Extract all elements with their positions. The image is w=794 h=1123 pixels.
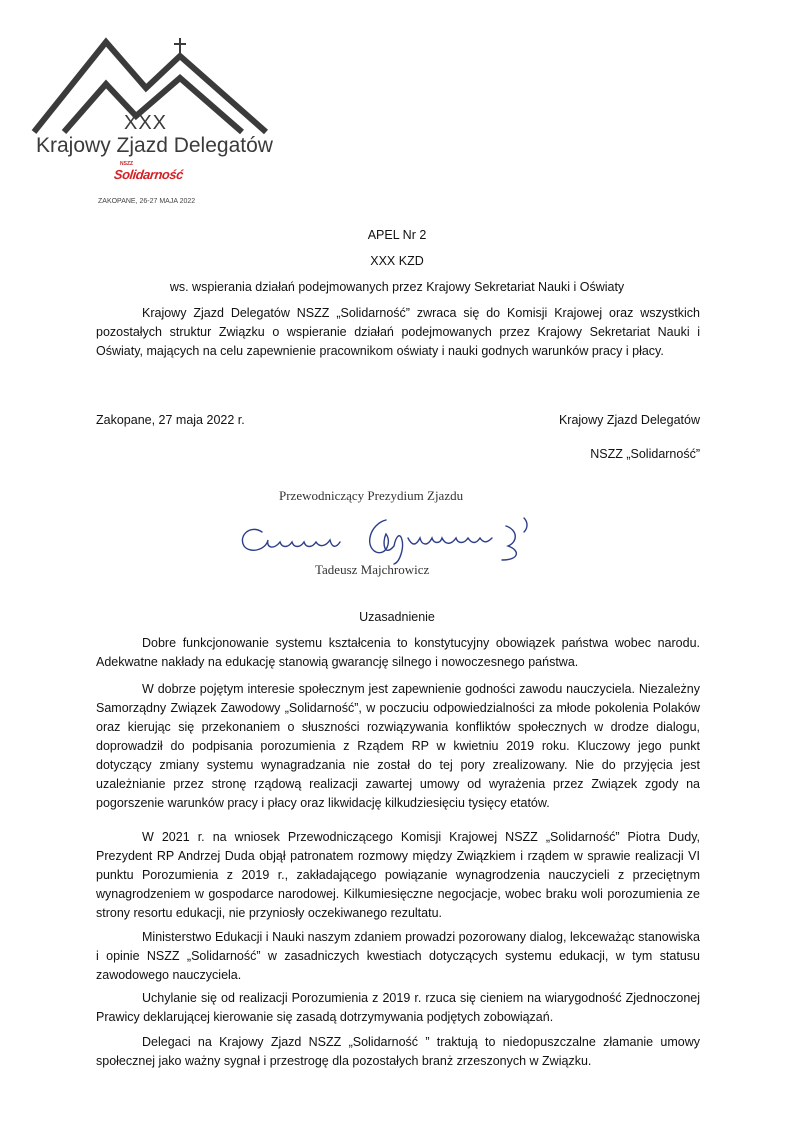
logo-nszz: NSZZ bbox=[120, 161, 134, 167]
logo-title: Krajowy Zjazd Delegatów bbox=[36, 134, 273, 157]
issuer-name: Krajowy Zjazd Delegatów bbox=[558, 413, 700, 427]
place-date: Zakopane, 27 maja 2022 r. bbox=[96, 413, 245, 427]
congress-logo bbox=[28, 30, 278, 215]
appeal-text: Krajowy Zjazd Delegatów NSZZ „Solidarność” zwraca się do Komisji Krajowej oraz wszystkich pozostałych struktur Związku o wspieranie działań podejmowanych przez Krajowy Sekretariat Nauki i Oświaty, mających na celu zapewnienie pracownikom oświaty i nauki godnych warunków pracy i płacy. bbox=[96, 306, 700, 358]
logo-roman-numeral: XXX bbox=[124, 112, 168, 134]
justification-title: Uzasadnienie bbox=[359, 610, 435, 624]
handwritten-signature bbox=[236, 512, 536, 568]
solidarnosc-logo: Solidarność bbox=[113, 167, 184, 182]
congress-short-name: XXX KZD bbox=[370, 254, 424, 268]
justification-paragraph: Delegaci na Krajowy Zjazd NSZZ „Solidarność ” traktują to niedopuszczalne złamanie umowy społecznej jako ważny sygnał i przestrogę dla pozostałych branż zrzeszonych w Związku. bbox=[96, 1035, 700, 1068]
justification-paragraph: W 2021 r. na wniosek Przewodniczącego Komisji Krajowej NSZZ „Solidarność” Piotra Dudy, Prezydent RP Andrzej Duda objął patronatem rozmowy między Związkiem i rządem w sprawie realizacji VI punktu Porozumienia z 2019 r., zakładającego powiązanie wynagrodzenia nauczycieli z przeciętnym wynagrodzeniem w gospodarce narodowej. Kilkumiesięczne negocjacje, wobec braku woli porozumienia ze strony resortu edukacji, nie przyniosły oczekiwanego rezultatu. bbox=[96, 830, 700, 920]
justification-paragraph: Uchylanie się od realizacji Porozumienia z 2019 r. rzuca się cieniem na wiarygodność Zjednoczonej Prawicy deklarującej kierowanie się zasadą dotrzymywania podjętych zobowiązań. bbox=[96, 991, 700, 1024]
appeal-subject: ws. wspierania działań podejmowanych przez Krajowy Sekretariat Nauki i Oświaty bbox=[169, 280, 625, 294]
signature-role: Przewodniczący Prezydium Zjazdu bbox=[279, 488, 464, 503]
logo-place-date: ZAKOPANE, 26-27 MAJA 2022 bbox=[98, 198, 196, 205]
justification-paragraph: W dobrze pojętym interesie społecznym jest zapewnienie godności zawodu nauczyciela. Niezależny Samorządny Związek Zawodowy „Solidarność”, w poczuciu odpowiedzialności za młode pokolenia Polaków oraz kierując się przekonaniem o słuszności rozwiązywania konfliktów społecznych w drodze dialogu, doprowadził do podpisania porozumienia z Rządem RP w kwietniu 2019 roku. Kluczowy jego punkt dotyczący zmiany systemu wynagradzania nie został do tej pory zrealizowany. Nie do przyjęcia jest uzależnianie przez stronę rządową realizacji zawartej umowy od wyrażenia przez Związek zgody na pogorszenie warunków pracy i płacy oraz likwidację kilkudziesięciu tysięcy etatów. bbox=[96, 682, 700, 810]
signatory-name: Tadeusz Majchrowicz bbox=[315, 562, 430, 577]
justification-paragraph: Dobre funkcjonowanie systemu kształcenia to konstytucyjny obowiązek państwa wobec narodu. Adekwatne nakłady na edukację stanowią gwarancję silnego i nowoczesnego państwa. bbox=[96, 636, 700, 669]
issuer-union: NSZZ „Solidarność” bbox=[590, 447, 700, 461]
appeal-number: APEL Nr 2 bbox=[367, 228, 427, 242]
justification-paragraph: Ministerstwo Edukacji i Nauki naszym zdaniem prowadzi pozorowany dialog, lekceważąc stanowiska i opinie NSZZ „Solidarność” w zasadniczych kwestiach dotyczących systemu edukacji, w tym statusu zawodowego nauczyciela. bbox=[96, 930, 700, 982]
